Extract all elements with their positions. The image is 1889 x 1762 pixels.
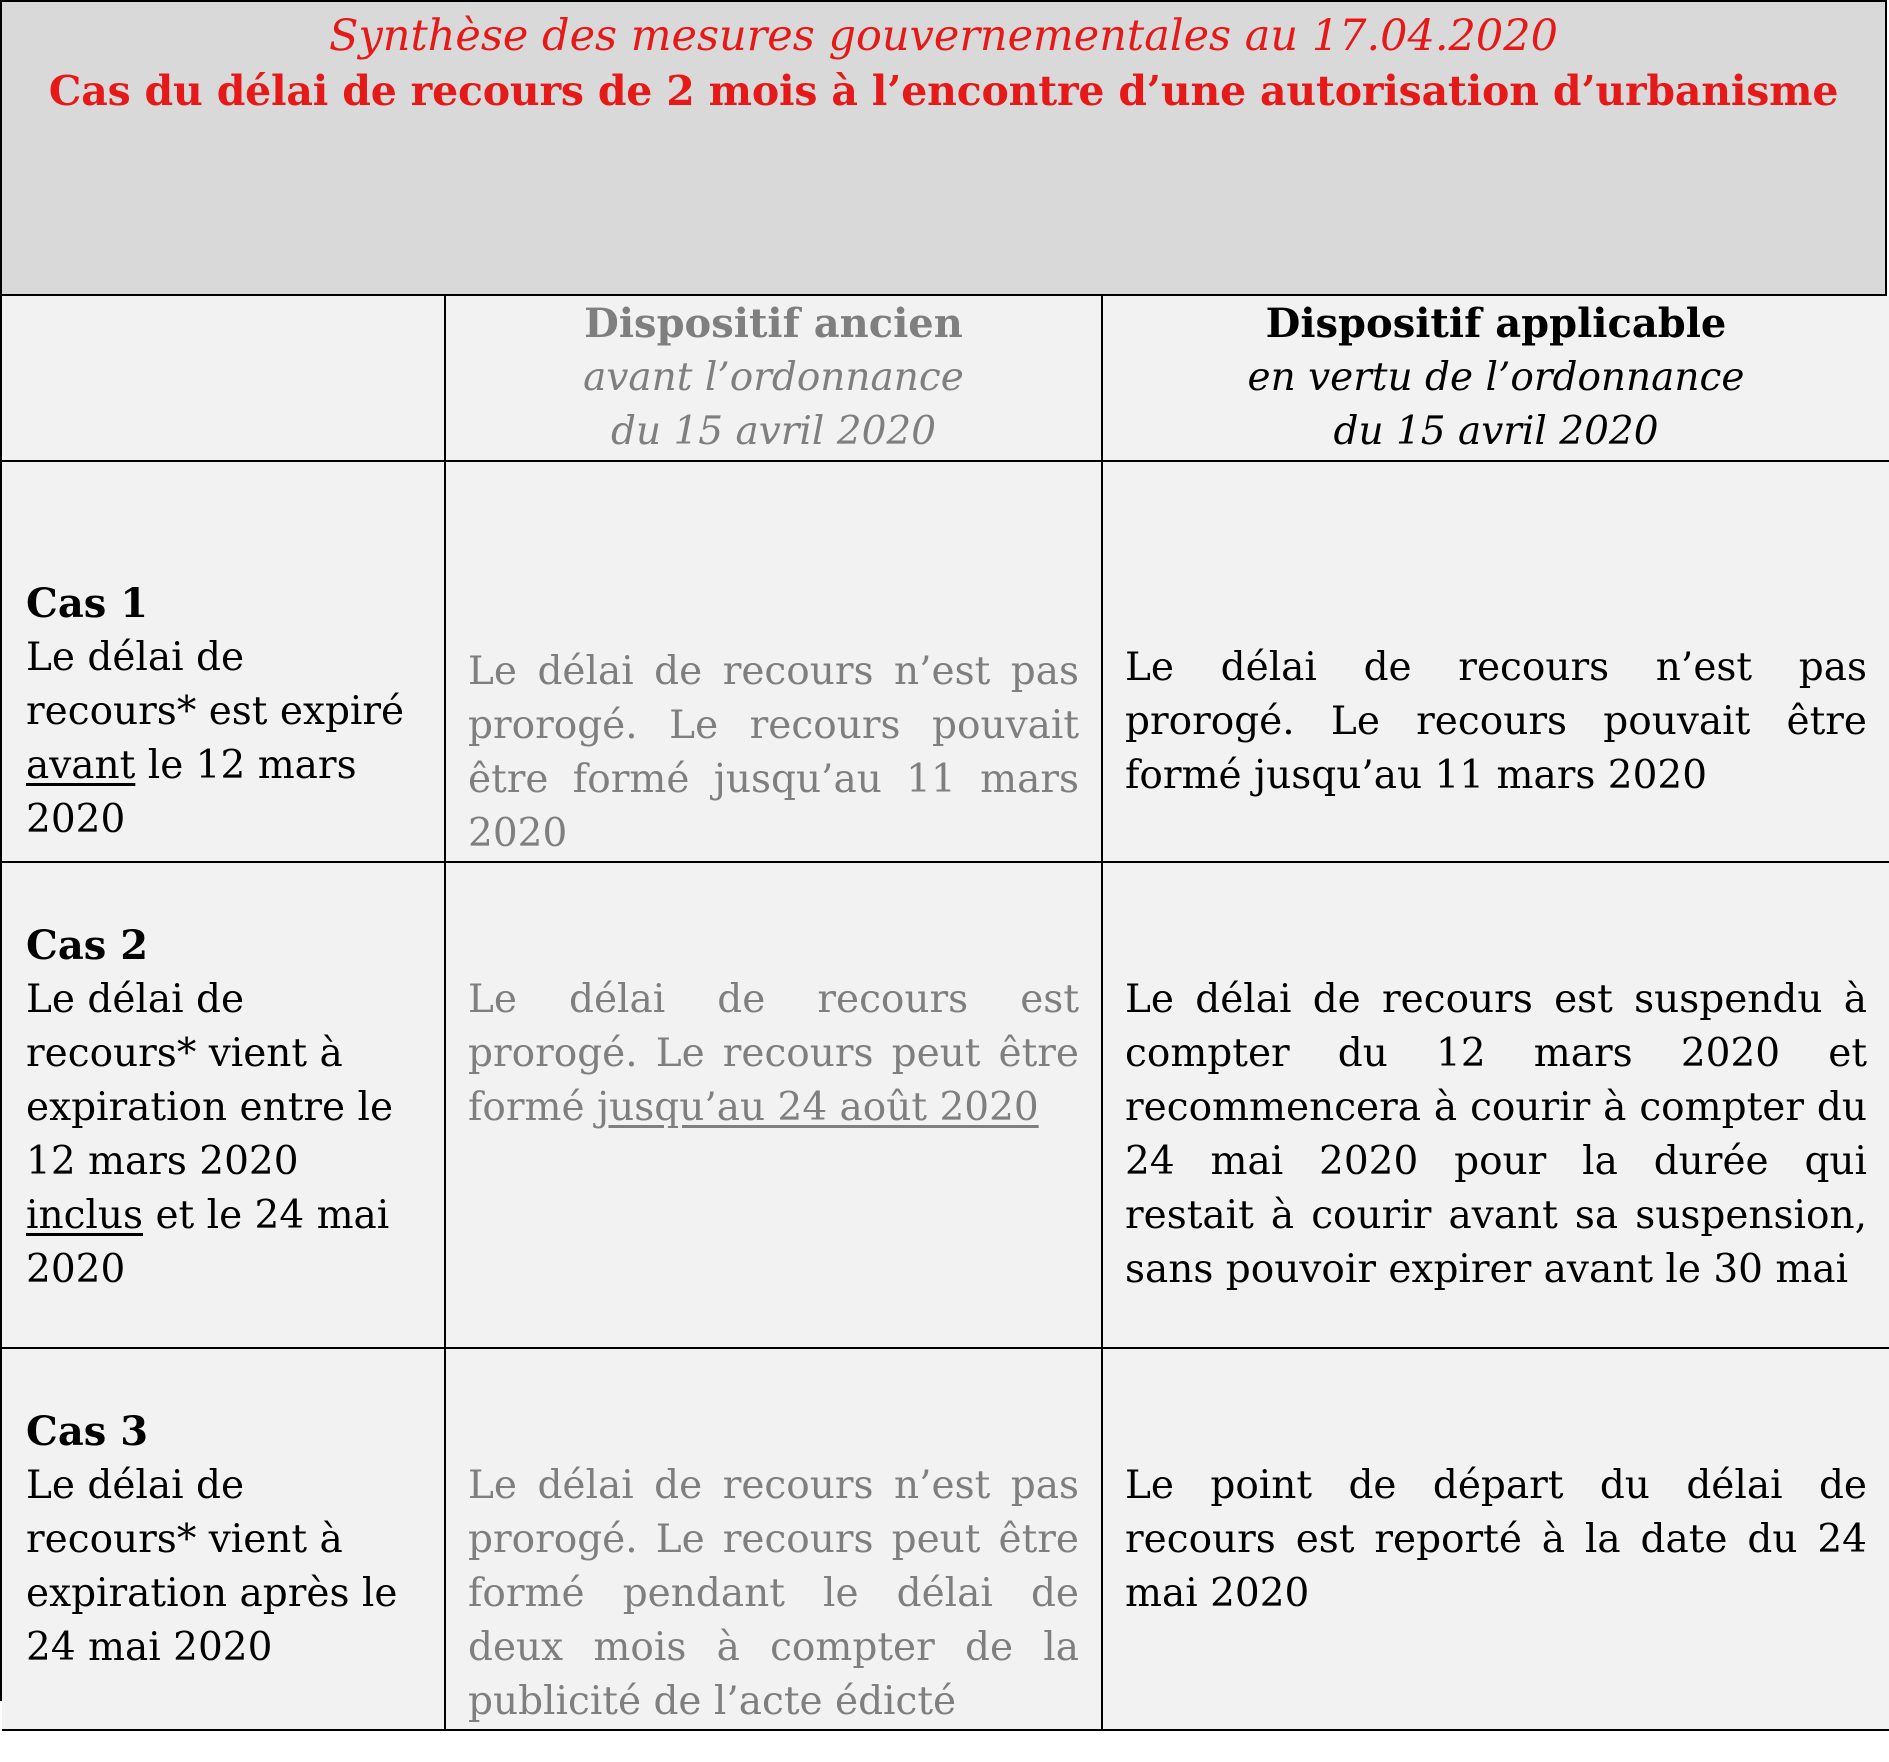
case-3-old xyxy=(445,1348,1102,1730)
case-2-desc-b: et le 24 mai 2020 xyxy=(26,1193,390,1292)
header-new-regime xyxy=(1102,296,1889,461)
table-row xyxy=(2,1348,1889,1730)
comparison-table xyxy=(2,296,1889,1731)
case-3-title: Cas 3 xyxy=(26,1408,149,1455)
case-1-desc-underline: avant xyxy=(26,742,136,788)
case-2-old-underline: jusqu’au 24 août 2020 xyxy=(597,1085,1039,1130)
table-row xyxy=(2,862,1889,1348)
case-2-desc-underline: inclus xyxy=(26,1193,144,1238)
case-3-label xyxy=(2,1348,445,1730)
case-3-desc: Le délai de recours* vient à expiration après le 24 mai 2020 xyxy=(26,1463,398,1670)
case-3-new xyxy=(1102,1348,1889,1730)
banner-title: Cas du délai de recours de 2 mois à l’encontre d’une autorisation d’urbanisme xyxy=(48,67,1839,115)
header-new-line2: du 15 avril 2020 xyxy=(1333,409,1659,454)
case-1-desc-b: le 12 mars 2020 xyxy=(26,742,357,842)
header-old-regime xyxy=(445,296,1102,461)
table-header-row xyxy=(2,296,1889,461)
title-banner xyxy=(2,2,1885,296)
header-old-line2: du 15 avril 2020 xyxy=(610,409,937,454)
case-2-old xyxy=(445,862,1102,1348)
case-1-title: Cas 1 xyxy=(26,579,149,627)
header-empty-cell xyxy=(2,296,445,461)
header-new-line1: en vertu de l’ordonnance xyxy=(1247,355,1745,400)
case-1-old-text: Le délai de recours n’est pas prorogé. Le recours pouvait être formé jusqu’au 11 mars 2020 xyxy=(468,649,1079,856)
case-3-new-text: Le point de départ du délai de recours est reporté à la date du 24 mai 2020 xyxy=(1125,1463,1867,1616)
case-1-label xyxy=(2,461,445,862)
case-1-new xyxy=(1102,461,1889,862)
case-2-label xyxy=(2,862,445,1348)
banner-subtitle: Synthèse des mesures gouvernementales au 17.04.2020 xyxy=(329,11,1558,61)
case-2-old-text: Le délai de recours est prorogé. Le recours peut être formé xyxy=(468,977,1079,1130)
case-1-desc-a: Le délai de recours* est expiré xyxy=(26,634,405,734)
case-2-new-text: Le délai de recours est suspendu à compter du 12 mars 2020 et recommencera à courir à compter du 24 mai 2020 pour la durée qui restait à courir avant sa suspension, sans pouvoir expirer avant le 30 mai xyxy=(1125,977,1867,1292)
case-3-old-text: Le délai de recours n’est pas prorogé. Le recours peut être formé pendant le délai de deux mois à compter de la publicité de l’acte édicté xyxy=(468,1463,1079,1724)
header-old-line1: avant l’ordonnance xyxy=(583,355,964,400)
header-old-title: Dispositif ancien xyxy=(584,300,963,347)
case-1-new-text: Le délai de recours n’est pas prorogé. Le recours pouvait être formé jusqu’au 11 mars 2020 xyxy=(1125,644,1867,798)
table-row xyxy=(2,461,1889,862)
case-2-title: Cas 2 xyxy=(26,922,149,969)
header-new-title: Dispositif applicable xyxy=(1265,300,1727,347)
case-2-desc-a: Le délai de recours* vient à expiration entre le 12 mars 2020 xyxy=(26,977,394,1184)
case-2-new xyxy=(1102,862,1889,1348)
case-1-old xyxy=(445,461,1102,862)
